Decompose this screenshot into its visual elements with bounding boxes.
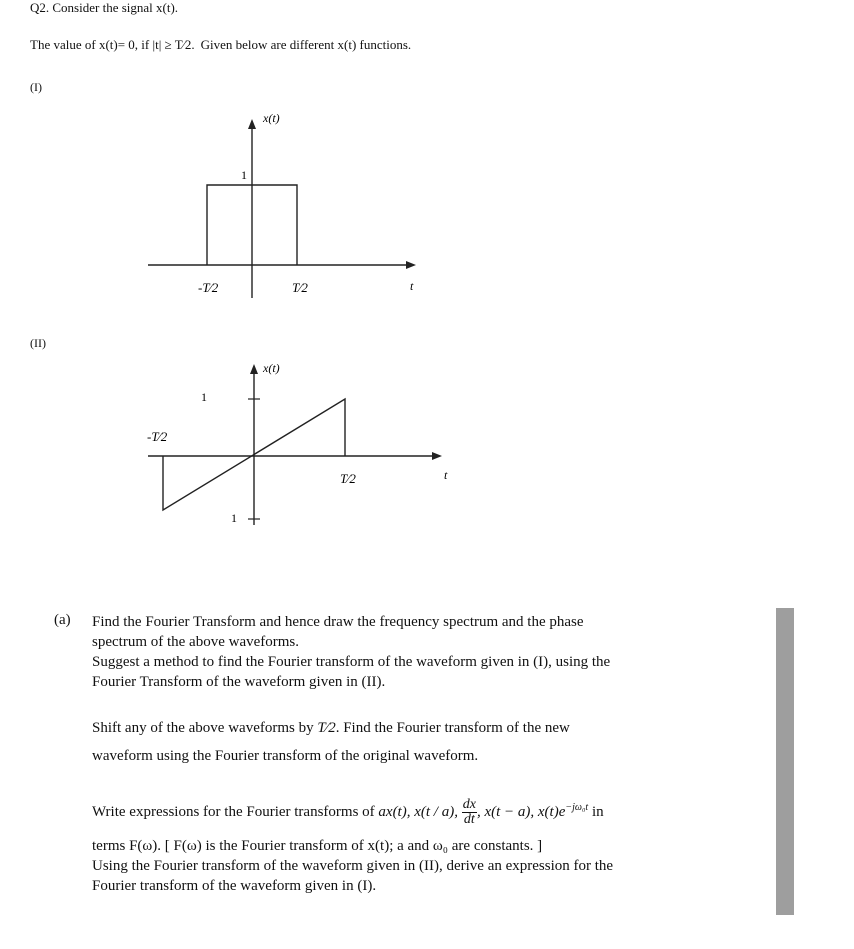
p2-shift-amount: T⁄2 <box>317 720 336 736</box>
p2-line <box>92 718 692 738</box>
p4-line: Using the Fourier transform of the waveform given in (II), derive an expression for the <box>92 858 614 874</box>
part-a-marker: (a) <box>54 612 71 628</box>
question-intro <box>30 37 411 53</box>
intro-condition: The value of x(t)= 0, if |t| ≥ T⁄2. <box>30 37 195 52</box>
fig2-x-label: t <box>444 468 448 482</box>
fig2-pos-amplitude-label: 1 <box>201 390 207 404</box>
part-a-paragraph-1 <box>92 612 692 692</box>
p1-line: Suggest a method to find the Fourier transform of the waveform given in (I), using the <box>92 654 611 670</box>
fig2-y-label: x(t) <box>263 361 280 375</box>
fig1-right-tick-label: T⁄2 <box>292 280 308 295</box>
fig1-left-tick-label: -T⁄2 <box>198 280 219 295</box>
figure2-label: (II) <box>30 336 46 350</box>
p4-line: Fourier transform of the waveform given in (I). <box>92 878 377 894</box>
p3-tail: in <box>591 804 604 820</box>
p2-line: waveform using the Fourier transform of the original waveform. <box>92 748 479 764</box>
p3-exponent: −jω₀t <box>565 802 589 813</box>
fig1-x-label: t <box>410 279 414 293</box>
p2-tail: . Find the Fourier transform of the new <box>335 720 570 736</box>
p1-line: Find the Fourier Transform and hence draw the frequency spectrum and the phase <box>92 614 584 630</box>
fig1-amplitude-label: 1 <box>241 168 247 182</box>
part-a-paragraph-2 <box>92 718 692 766</box>
intro-tail: Given below are different x(t) functions. <box>200 37 412 52</box>
fig2-right-tick-label: T⁄2 <box>340 471 356 486</box>
fig1-y-arrow-icon <box>248 119 256 129</box>
fig1-x-arrow-icon <box>406 261 416 269</box>
p3-frac-den: dt <box>463 812 475 828</box>
part-a-paragraph-4 <box>92 836 692 896</box>
p3-lead: Write expressions for the Fourier transforms of <box>92 804 375 820</box>
figure2-ramp-plot <box>0 355 470 540</box>
fig1-y-label: x(t) <box>263 111 280 125</box>
p1-line: Fourier Transform of the waveform given in (II). <box>92 674 386 690</box>
fig2-y-arrow-icon <box>250 364 258 374</box>
fig2-left-tick-label: -T⁄2 <box>147 429 168 444</box>
p3-derivative-fraction <box>462 798 477 827</box>
fig2-x-arrow-icon <box>432 452 442 460</box>
p4-line: terms F(ω). [ F(ω) is the Fourier transform of x(t); a and ω₀ are constants. ] <box>92 838 543 854</box>
part-a-paragraph-3 <box>92 798 692 827</box>
figure1-pulse-plot <box>0 100 440 310</box>
p2-lead: Shift any of the above waveforms by <box>92 720 314 736</box>
p3-frac-num: dx <box>462 797 476 813</box>
p3-expr1: ax(t), x(t / a), <box>378 804 458 820</box>
figure1-label: (I) <box>30 80 42 94</box>
scrollbar[interactable] <box>776 608 794 915</box>
question-title: Q2. Consider the signal x(t). <box>30 0 179 15</box>
fig2-neg-amplitude-label: 1 <box>231 511 237 525</box>
p3-expr2: , x(t − a), x(t)e <box>476 804 566 820</box>
p1-line: spectrum of the above waveforms. <box>92 634 300 650</box>
